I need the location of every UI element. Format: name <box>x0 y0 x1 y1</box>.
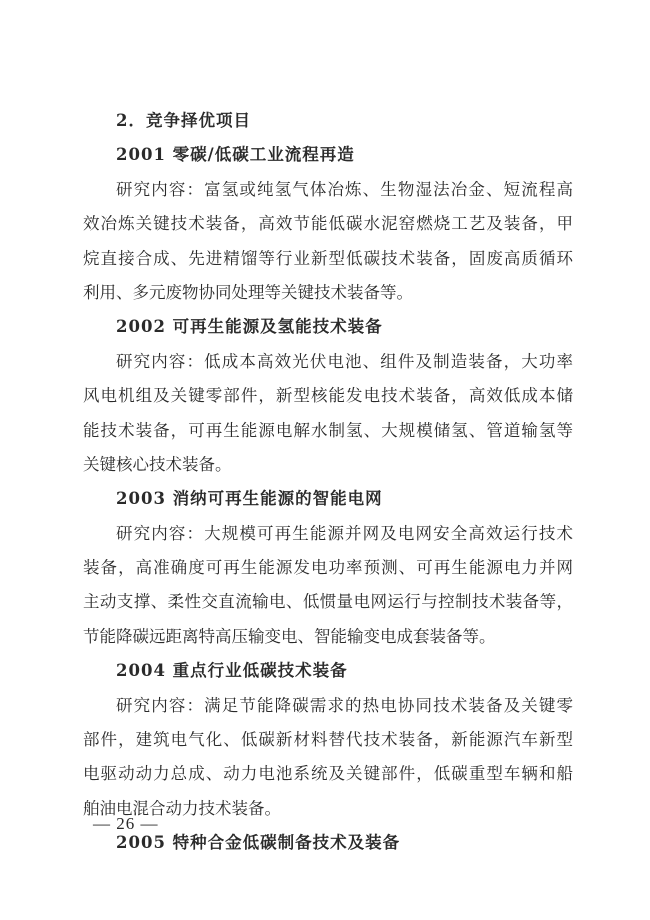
paragraph-line: 风电机组及关键零部件，新型核能发电技术装备，高效低成本储 <box>83 386 573 406</box>
page-number: — 26 — <box>93 814 159 833</box>
item-2003 <box>83 482 573 654</box>
paragraph-line: 烷直接合成、先进精馏等行业新型低碳技术装备，固废高质循环 <box>83 248 573 268</box>
paragraph-line: 部件，建筑电气化、低碳新材料替代技术装备，新能源汽车新型 <box>83 730 573 750</box>
item-2001 <box>83 138 573 310</box>
paragraph-line: 节能降碳远距离特高压输变电、智能输变电成套装备等。 <box>83 626 496 646</box>
paragraph-line: 研究内容：低成本高效光伏电池、组件及制造装备，大功率 <box>116 351 573 371</box>
paragraph-line: 研究内容：富氢或纯氢气体冶炼、生物湿法冶金、短流程高 <box>116 179 573 199</box>
paragraph-line: 研究内容：满足节能降碳需求的热电协同技术装备及关键零 <box>116 695 573 715</box>
paragraph-line: 关键核心技术装备。 <box>83 454 232 474</box>
paragraph-line: 装备，高准确度可再生能源发电功率预测、可再生能源电力并网 <box>83 558 573 578</box>
paragraph-line: 研究内容：大规模可再生能源并网及电网安全高效运行技术 <box>116 523 573 543</box>
item-heading: 2002 可再生能源及氢能技术装备 <box>116 317 383 337</box>
item-2004 <box>83 654 573 826</box>
paragraph-line: 效冶炼关键技术装备，高效节能低碳水泥窑燃烧工艺及装备，甲 <box>83 214 573 234</box>
paragraph-line: 利用、多元废物协同处理等关键技术装备等。 <box>83 282 413 302</box>
paragraph-line: 能技术装备，可再生能源电解水制氢、大规模储氢、管道输氢等 <box>83 420 573 440</box>
paragraph-line: 电驱动动力总成、动力电池系统及关键部件，低碳重型车辆和船 <box>83 764 573 784</box>
paragraph-line: 主动支撑、柔性交直流输电、低惯量电网运行与控制技术装备等， <box>83 592 573 612</box>
document-body <box>83 104 573 861</box>
item-heading: 2005 特种合金低碳制备技术及装备 <box>116 833 401 853</box>
item-heading: 2004 重点行业低碳技术装备 <box>116 661 348 681</box>
item-heading: 2003 消纳可再生能源的智能电网 <box>116 489 383 509</box>
section-title: 2．竞争择优项目 <box>116 111 251 130</box>
item-heading: 2001 零碳/低碳工业流程再造 <box>116 145 355 165</box>
item-2002 <box>83 310 573 482</box>
paragraph-line: 舶油电混合动力技术装备。 <box>83 798 281 818</box>
